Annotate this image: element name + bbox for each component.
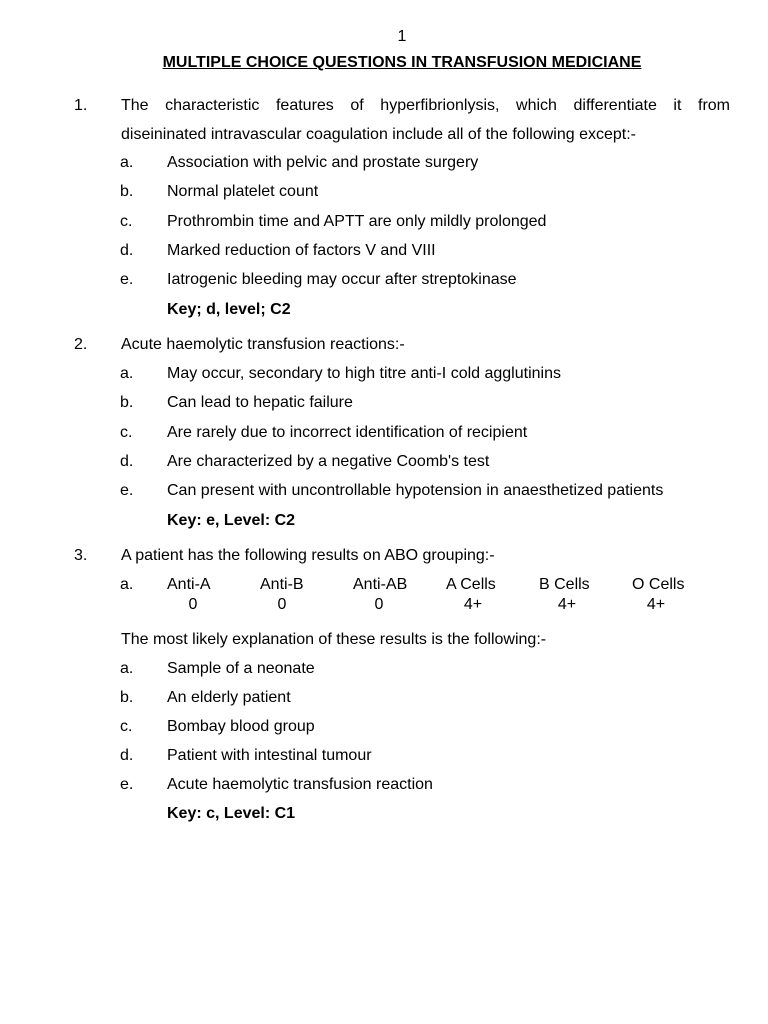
page-title: MULTIPLE CHOICE QUESTIONS IN TRANSFUSION MEDICIANE <box>162 54 642 71</box>
abo-header-o-cells: O Cells <box>632 576 685 593</box>
q2-option-letter: e. <box>120 482 134 499</box>
question-1-stem-line1: The characteristic features of hyperfibrionlysis, which differentiate it from <box>121 97 730 114</box>
q3-option-letter: c. <box>120 718 133 735</box>
abo-value-o-cells: 4+ <box>646 596 666 613</box>
q2-option-letter: b. <box>120 394 134 411</box>
q2-option-text: May occur, secondary to high titre anti-I cold agglutinins <box>167 365 561 382</box>
q1-option-text: Association with pelvic and prostate surgery <box>167 154 479 171</box>
abo-value-anti-ab: 0 <box>374 596 384 613</box>
q3-option-letter: b. <box>120 689 134 706</box>
abo-header-anti-a: Anti-A <box>167 576 211 593</box>
q3-option-text: Sample of a neonate <box>167 660 315 677</box>
question-3-followup: The most likely explanation of these results is the following:- <box>121 631 547 648</box>
q1-option-letter: e. <box>120 271 134 288</box>
abo-header-anti-ab: Anti-AB <box>353 576 408 593</box>
q2-option-text: Are rarely due to incorrect identification of recipient <box>167 424 528 441</box>
abo-header-b-cells: B Cells <box>539 576 590 593</box>
q2-option-letter: a. <box>120 365 134 382</box>
question-2-number: 2. <box>74 336 88 353</box>
q1-answer-key: Key; d, level; C2 <box>167 301 291 318</box>
abo-value-anti-a: 0 <box>188 596 198 613</box>
question-2-stem: Acute haemolytic transfusion reactions:- <box>121 336 405 353</box>
q1-option-letter: a. <box>120 154 134 171</box>
question-1-stem-line2: diseininated intravascular coagulation include all of the following except:- <box>121 126 636 143</box>
question-3-number: 3. <box>74 547 88 564</box>
abo-value-anti-b: 0 <box>277 596 287 613</box>
q1-option-text: Marked reduction of factors V and VIII <box>167 242 436 259</box>
abo-value-a-cells: 4+ <box>463 596 483 613</box>
q1-option-text: Normal platelet count <box>167 183 319 200</box>
q2-option-text: Can lead to hepatic failure <box>167 394 353 411</box>
question-3-stem: A patient has the following results on ABO grouping:- <box>121 547 495 564</box>
abo-header-anti-b: Anti-B <box>260 576 304 593</box>
q3-answer-key: Key: c, Level: C1 <box>167 805 296 822</box>
q2-option-text: Can present with uncontrollable hypotension in anaesthetized patients <box>167 482 664 499</box>
q3-option-letter: d. <box>120 747 134 764</box>
q1-option-letter: b. <box>120 183 134 200</box>
abo-header-a-cells: A Cells <box>446 576 496 593</box>
q1-option-letter: d. <box>120 242 134 259</box>
q2-option-letter: c. <box>120 424 133 441</box>
abo-row-letter: a. <box>120 576 134 593</box>
q1-option-text: Iatrogenic bleeding may occur after streptokinase <box>167 271 517 288</box>
page-number: 1 <box>397 28 407 45</box>
q3-option-letter: a. <box>120 660 134 677</box>
q3-option-text: Acute haemolytic transfusion reaction <box>167 776 433 793</box>
q2-option-text: Are characterized by a negative Coomb's test <box>167 453 490 470</box>
q2-option-letter: d. <box>120 453 134 470</box>
q3-option-text: Patient with intestinal tumour <box>167 747 372 764</box>
q1-option-letter: c. <box>120 213 133 230</box>
q3-option-text: Bombay blood group <box>167 718 315 735</box>
abo-value-b-cells: 4+ <box>557 596 577 613</box>
q3-option-text: An elderly patient <box>167 689 291 706</box>
q3-option-letter: e. <box>120 776 134 793</box>
question-1-number: 1. <box>74 97 88 114</box>
q2-answer-key: Key: e, Level: C2 <box>167 512 296 529</box>
q1-option-text: Prothrombin time and APTT are only mildly prolonged <box>167 213 547 230</box>
